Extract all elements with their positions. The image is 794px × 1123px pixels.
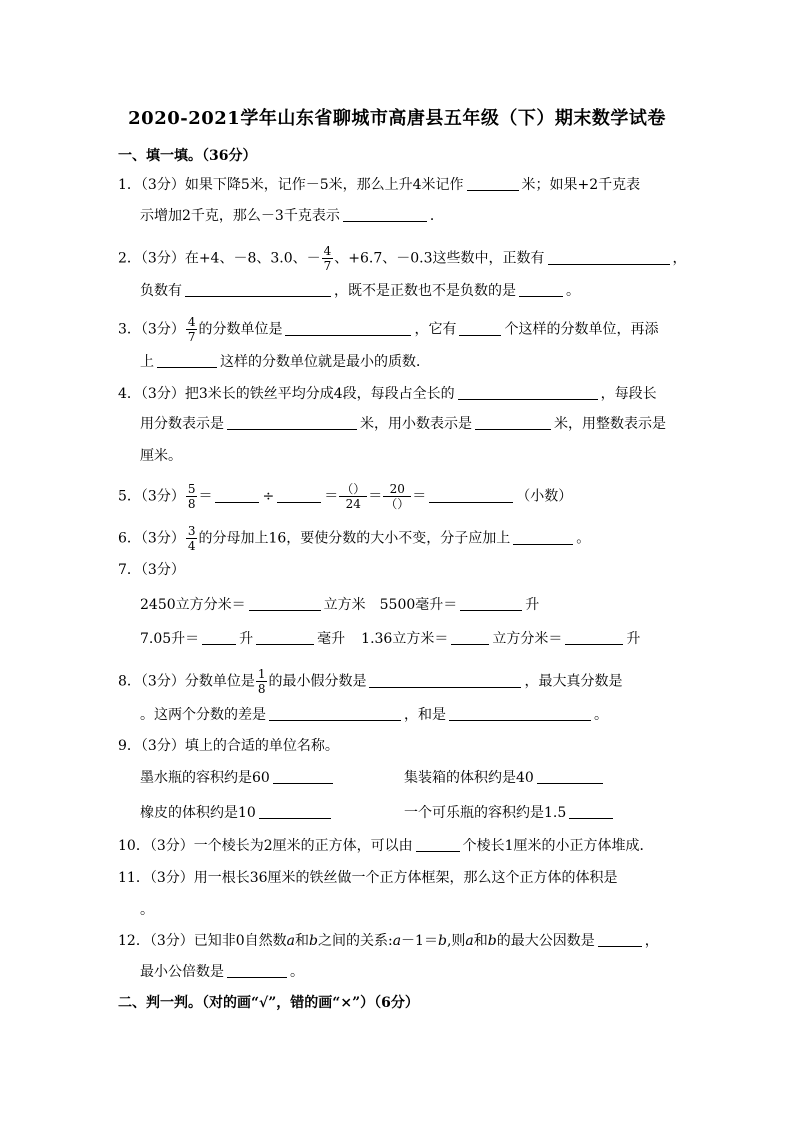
text: 1.36立方米＝ <box>361 631 449 647</box>
answer-blank[interactable] <box>459 321 501 336</box>
answer-blank[interactable] <box>458 385 598 400</box>
text: 集装箱的体积约是40 <box>404 770 534 786</box>
variable-a: a <box>286 933 295 949</box>
variable-a: a <box>392 933 402 949</box>
text: 这样的分数单位就是最小的质数． <box>220 354 430 370</box>
question-10 <box>118 836 654 856</box>
text: ， <box>644 933 659 949</box>
text: 8．（3分）分数单位是 <box>118 673 255 690</box>
text: 升 <box>239 631 254 647</box>
denominator: （） <box>385 497 410 511</box>
text: 12．（3分）已知非0自然数 <box>118 933 287 949</box>
answer-blank[interactable] <box>519 282 563 297</box>
numerator: 4 <box>323 244 332 258</box>
text: 和 <box>295 933 309 949</box>
answer-blank[interactable] <box>475 415 551 430</box>
text: 。 <box>576 530 591 547</box>
text: 、+6.7、－0.3这些数中，正数有 <box>334 250 545 267</box>
denominator: 24 <box>345 497 361 511</box>
answer-blank[interactable] <box>460 596 522 611</box>
text: 4．（3分）把3米长的铁丝平均分成4段，每段占全长的 <box>118 386 455 402</box>
answer-blank[interactable] <box>548 250 670 265</box>
question-4-line-1 <box>118 384 657 404</box>
text: ，既不是正数也不是负数的是 <box>334 283 516 299</box>
fraction <box>186 524 198 553</box>
question-4-line-3: 厘米。 <box>140 448 182 464</box>
text: 3．（3分） <box>118 321 185 338</box>
equals-sign: ＝ <box>368 488 383 505</box>
answer-blank[interactable] <box>157 353 217 368</box>
numerator: 3 <box>187 524 196 538</box>
answer-blank[interactable] <box>565 630 623 645</box>
text: 最小公倍数是 <box>140 964 224 980</box>
numerator: 4 <box>187 315 196 329</box>
text: 一个可乐瓶的容积约是1.5 <box>404 805 567 821</box>
text: 升 <box>626 631 641 647</box>
answer-blank[interactable] <box>227 963 287 978</box>
text: 毫升 <box>317 631 346 647</box>
question-1-line-2 <box>140 206 444 226</box>
answer-blank[interactable] <box>277 488 321 503</box>
variable-b: b <box>309 933 318 949</box>
answer-blank[interactable] <box>285 321 411 336</box>
text: 和 <box>473 933 488 949</box>
question-8-line-1 <box>118 667 622 696</box>
page-title: 2020-2021学年山东省聊城市高唐县五年级（下）期末数学试卷 <box>128 108 666 129</box>
text: 墨水瓶的容积约是60 <box>140 770 270 786</box>
text: 升 <box>525 597 540 613</box>
answer-blank[interactable] <box>451 630 489 645</box>
variable-b: b <box>437 933 447 949</box>
numerator: 5 <box>187 482 196 496</box>
denominator: 4 <box>187 539 196 553</box>
text: 米；如果+2千克表 <box>521 177 641 193</box>
answer-blank[interactable] <box>429 488 513 503</box>
answer-blank[interactable] <box>256 630 314 645</box>
fraction <box>383 482 411 511</box>
variable-a: a <box>465 933 474 949</box>
answer-blank[interactable] <box>249 596 321 611</box>
equals-sign: ＝ <box>324 488 339 505</box>
answer-blank[interactable] <box>513 530 573 545</box>
question-6 <box>118 524 590 553</box>
text: 2．（3分）在+4、－8、3.0、－ <box>118 250 321 267</box>
text: 用分数表示是 <box>140 416 224 432</box>
text: －1＝ <box>401 933 438 949</box>
text: 。 <box>290 964 304 980</box>
text: 个这样的分数单位，再添 <box>504 321 659 338</box>
question-1-line-1 <box>118 175 640 195</box>
question-5 <box>118 482 572 511</box>
text: 之间的关系: <box>317 933 393 949</box>
text: ，和是 <box>404 707 446 723</box>
text: ． <box>429 208 444 224</box>
text: 米，用小数表示是 <box>360 416 472 432</box>
equals-sign: ＝ <box>198 488 213 505</box>
text: 1．（3分）如果下降5米，记作－5米，那么上升4米记作 <box>118 177 464 193</box>
answer-blank[interactable] <box>537 769 603 784</box>
text: 的分数单位是 <box>198 321 283 338</box>
question-3-line-2 <box>140 352 430 372</box>
text: 5500毫升＝ <box>379 597 458 613</box>
text: 10．（3分）一个棱长为2厘米的正方体，可以由 <box>118 838 413 854</box>
section-heading-1: 一、填一填。（36分） <box>118 148 257 164</box>
text: ，最大真分数是 <box>524 673 623 690</box>
fraction <box>186 482 198 511</box>
answer-blank[interactable] <box>416 837 460 852</box>
question-9-heading: 9．（3分）填上的合适的单位名称。 <box>118 738 339 754</box>
denominator: 8 <box>187 497 196 511</box>
denominator: 7 <box>187 330 196 344</box>
question-9-item-2 <box>404 768 606 788</box>
text: 示增加2千克，那么－3千克表示 <box>140 208 340 224</box>
text: 的最小假分数是 <box>268 673 367 690</box>
section-heading-2: 二、判一判。（对的画“√”，错的画“×”）（6分） <box>118 995 419 1011</box>
answer-blank[interactable] <box>598 932 642 947</box>
fraction <box>186 315 198 344</box>
numerator: （） <box>341 482 366 496</box>
question-7-row-2 <box>140 629 640 649</box>
text: 5．（3分） <box>118 488 185 505</box>
text: 米，用整数表示是 <box>554 416 666 432</box>
question-2-line-1 <box>118 244 687 273</box>
question-9-item-1 <box>140 768 336 788</box>
question-2-line-2 <box>140 281 580 301</box>
question-3-line-1 <box>118 315 658 344</box>
answer-blank[interactable] <box>273 769 333 784</box>
fraction <box>256 667 268 696</box>
question-12-line-2 <box>140 962 304 982</box>
text: 。 <box>566 283 580 299</box>
text: 6．（3分） <box>118 530 185 547</box>
answer-blank[interactable] <box>215 488 259 503</box>
text: ，每段长 <box>600 386 657 402</box>
text: 2450立方分米＝ <box>140 597 246 613</box>
text: 负数有 <box>140 283 182 299</box>
text: 的最大公因数是 <box>496 933 595 949</box>
answer-blank[interactable] <box>269 706 401 721</box>
text: 个棱长1厘米的小正方体堆成． <box>462 838 654 854</box>
question-11-line-2 <box>140 900 154 920</box>
denominator: 7 <box>323 259 332 273</box>
text: 7.05升＝ <box>140 631 200 647</box>
answer-blank[interactable] <box>227 415 357 430</box>
equals-sign: ＝ <box>412 488 427 505</box>
answer-blank[interactable] <box>343 207 427 222</box>
text: 橡皮的体积约是10 <box>140 805 256 821</box>
question-8-line-2 <box>140 705 608 725</box>
answer-blank[interactable] <box>259 804 331 819</box>
text: 的分母加上16，要使分数的大小不变，分子应加上 <box>198 530 511 547</box>
answer-blank[interactable] <box>449 706 591 721</box>
text: 立方分米＝ <box>492 631 563 647</box>
text: 。 <box>594 707 608 723</box>
text: 上 <box>140 354 154 370</box>
variable-b: b <box>487 933 497 949</box>
numerator: 20 <box>383 482 411 497</box>
fraction <box>322 244 334 273</box>
text: ， <box>672 250 687 267</box>
fraction <box>339 482 367 511</box>
answer-blank[interactable] <box>467 176 519 191</box>
question-7-row-1 <box>140 595 539 615</box>
text: ，它有 <box>414 321 457 338</box>
question-9-item-4 <box>404 803 616 823</box>
answer-blank[interactable] <box>369 673 521 688</box>
numerator: 1 <box>257 667 266 681</box>
question-4-line-2 <box>140 414 666 434</box>
denominator: 8 <box>257 682 266 696</box>
divide-sign: ÷ <box>262 488 275 505</box>
text: 。 <box>140 902 154 918</box>
answer-blank[interactable] <box>569 804 613 819</box>
question-9-item-3 <box>140 803 334 823</box>
text: 。这两个分数的差是 <box>140 707 266 723</box>
text: 立方米 <box>323 597 366 613</box>
question-7-heading: 7．（3分） <box>118 562 185 578</box>
text: ,则 <box>446 933 466 949</box>
answer-blank[interactable] <box>202 630 236 645</box>
answer-blank[interactable] <box>185 282 331 297</box>
text: （小数） <box>516 488 573 505</box>
question-12-line-1 <box>118 931 659 951</box>
question-11-line-1: 11．（3分）用一根长36厘米的铁丝做一个正方体框架，那么这个正方体的体积是 <box>118 870 618 886</box>
